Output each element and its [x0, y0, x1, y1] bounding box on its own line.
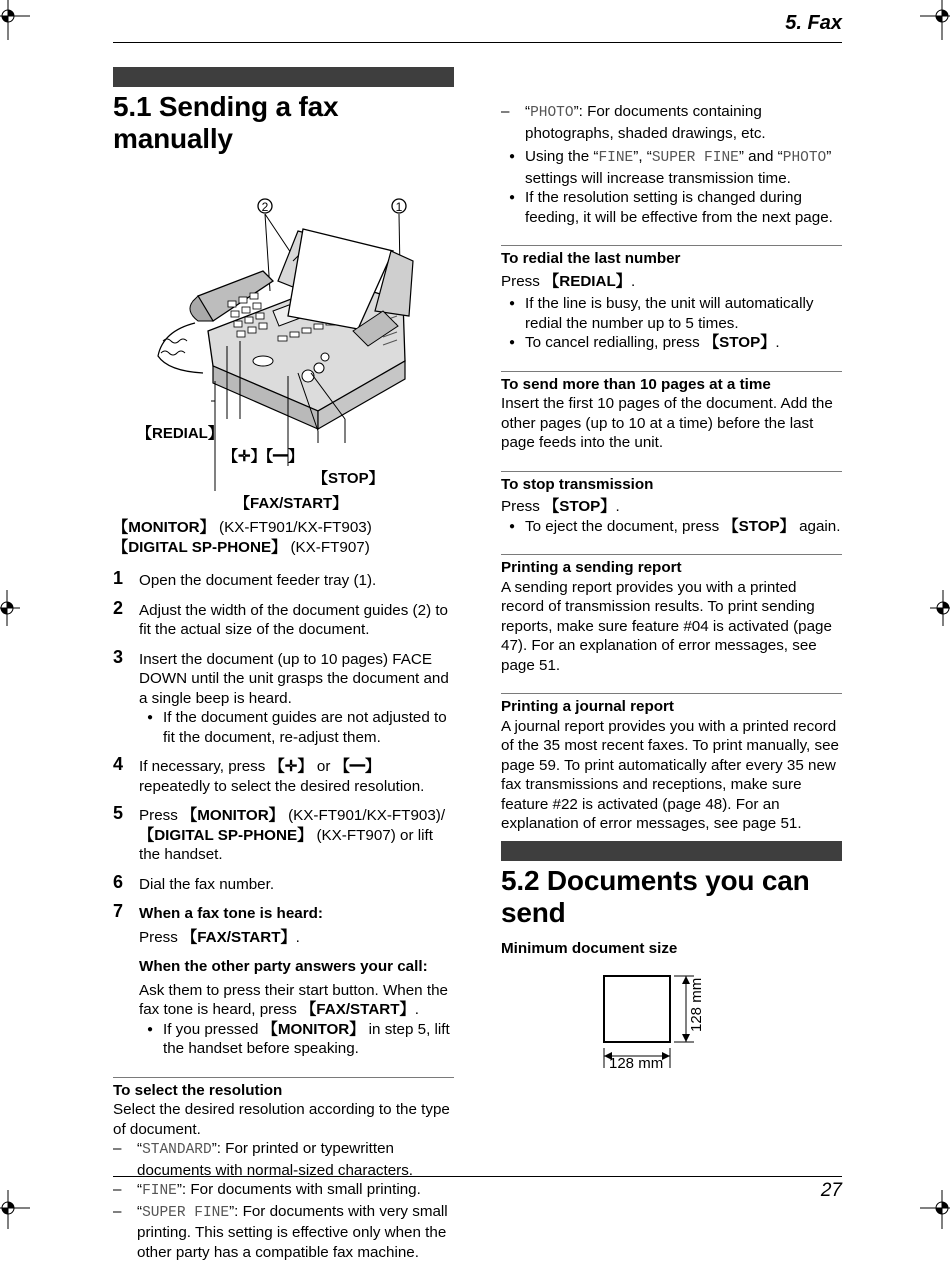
step-4: 4 If necessary, press 【✛】 or 【━】 repeatedly to select the desired resolution. [113, 757, 454, 796]
sending-report-text: A sending report provides you with a printed record of transmission results. To print sending reports, make sure feature #04 is activated (page 47). For an explanation of error messages, see page 51. [501, 578, 842, 676]
more-pages-heading: To send more than 10 pages at a time [501, 375, 842, 395]
chapter-header: 5. Fax [785, 12, 842, 35]
crop-mark-middle-right [930, 590, 950, 626]
resolution-fine: – “FINE”: For documents with small printing. [113, 1180, 454, 1202]
redial-callout: 【REDIAL】 [137, 424, 223, 444]
stop-heading: To stop transmission [501, 475, 842, 495]
stop-callout: 【STOP】 [313, 469, 384, 489]
more-pages-rule [501, 371, 842, 372]
redial-heading: To redial the last number [501, 249, 842, 269]
fax-start-callout: 【FAX/START】 [235, 494, 347, 514]
height-label: 128 mm [687, 972, 707, 1032]
step-2: 2 Adjust the width of the document guides (2) to fit the actual size of the document. [113, 601, 454, 640]
resolution-bullet-2: ● If the resolution setting is changed during feeding, it will be effective from the next page. [501, 188, 842, 227]
sending-report-heading: Printing a sending report [501, 558, 842, 578]
redial-bullet-1: ● If the line is busy, the unit will automatically redial the number up to 5 times. [501, 294, 842, 333]
plus-minus-callout: 【✛】【━】 [223, 447, 303, 467]
resolution-standard: – “STANDARD”: For printed or typewritten documents with normal-sized characters. [113, 1139, 454, 1180]
fax-machine-figure [113, 161, 454, 516]
min-size-heading: Minimum document size [501, 939, 842, 959]
step-3-bullet: ● If the document guides are not adjusted to fit the document, re-adjust them. [139, 708, 454, 747]
redial-bullet-2: ● To cancel redialling, press 【STOP】. [501, 333, 842, 353]
crop-mark-bottom-left [0, 1190, 30, 1229]
resolution-rule [113, 1077, 454, 1078]
stop-press: Press 【STOP】. [501, 497, 842, 517]
journal-report-text: A journal report provides you with a printed record of the 35 most recent faxes. To print manually, see page 59. To print automatically after every 35 new fax transmissions and receptions, make sure feature #22 is activated (page 48). For an explanation of error messages, see page 51. [501, 717, 842, 834]
digital-sp-phone-callout: 【DIGITAL SP-PHONE】 (KX-FT907) [113, 538, 454, 558]
section-title: 5.1 Sending a fax manually [113, 91, 454, 155]
stop-bullet: ● To eject the document, press 【STOP】 again. [501, 517, 842, 537]
crop-mark-top-left [0, 0, 30, 40]
marker-2: 2 [262, 200, 269, 214]
page-number: 27 [821, 1180, 842, 1202]
step-5: 5 Press 【MONITOR】 (KX-FT901/KX-FT903)/【DIGITAL SP-PHONE】 (KX-FT907) or lift the handset. [113, 806, 454, 865]
step-1: 1 Open the document feeder tray (1). [113, 571, 454, 591]
right-column [501, 63, 842, 1074]
crop-mark-top-right [920, 0, 950, 40]
more-pages-text: Insert the first 10 pages of the document. Add the other pages (up to 10 at a time) before the last page feeds into the unit. [501, 394, 842, 453]
journal-report-heading: Printing a journal report [501, 697, 842, 717]
resolution-super-fine: – “SUPER FINE”: For documents with very small printing. This setting is effective only when the other party has a compatible fax machine. [113, 1202, 454, 1262]
step-7-bullet: ● If you pressed 【MONITOR】 in step 5, lift the handset before speaking. [139, 1020, 454, 1059]
section-2-bar [501, 841, 842, 861]
section-bar [113, 67, 454, 87]
left-column [113, 67, 454, 1262]
step-6: 6 Dial the fax number. [113, 875, 454, 895]
min-size-figure [501, 964, 842, 1074]
step-3: 3 Insert the document (up to 10 pages) FACE DOWN until the unit grasps the document and a single beep is heard. ● If the document guides are not adjusted to fit the document, re-adjust them. [113, 650, 454, 748]
resolution-bullet-1: ● Using the “FINE”, “SUPER FINE” and “PHOTO” settings will increase transmission time. [501, 147, 842, 188]
sending-report-rule [501, 554, 842, 555]
monitor-callout: 【MONITOR】 (KX-FT901/KX-FT903) [113, 518, 454, 538]
resolution-intro: Select the desired resolution according to the type of document. [113, 1100, 454, 1139]
section-2-title: 5.2 Documents you can send [501, 865, 842, 929]
resolution-photo: – “PHOTO”: For documents containing photographs, shaded drawings, etc. [501, 102, 842, 143]
step-7: 7 When a fax tone is heard: Press 【FAX/START】. When the other party answers your call: Ask them to press their start button. When the fax tone is heard, press 【FAX/START】. ● If you pressed 【MONITOR】 in step 5, lift the handset before speaking. [113, 904, 454, 1059]
journal-report-rule [501, 693, 842, 694]
header-rule [113, 42, 842, 43]
width-label: 128 mm [609, 1054, 663, 1074]
resolution-heading: To select the resolution [113, 1081, 454, 1101]
crop-mark-middle-left [0, 590, 20, 626]
crop-mark-bottom-right [920, 1190, 950, 1229]
redial-press: Press 【REDIAL】. [501, 272, 842, 292]
stop-rule [501, 471, 842, 472]
redial-rule [501, 245, 842, 246]
marker-1: 1 [396, 200, 403, 214]
